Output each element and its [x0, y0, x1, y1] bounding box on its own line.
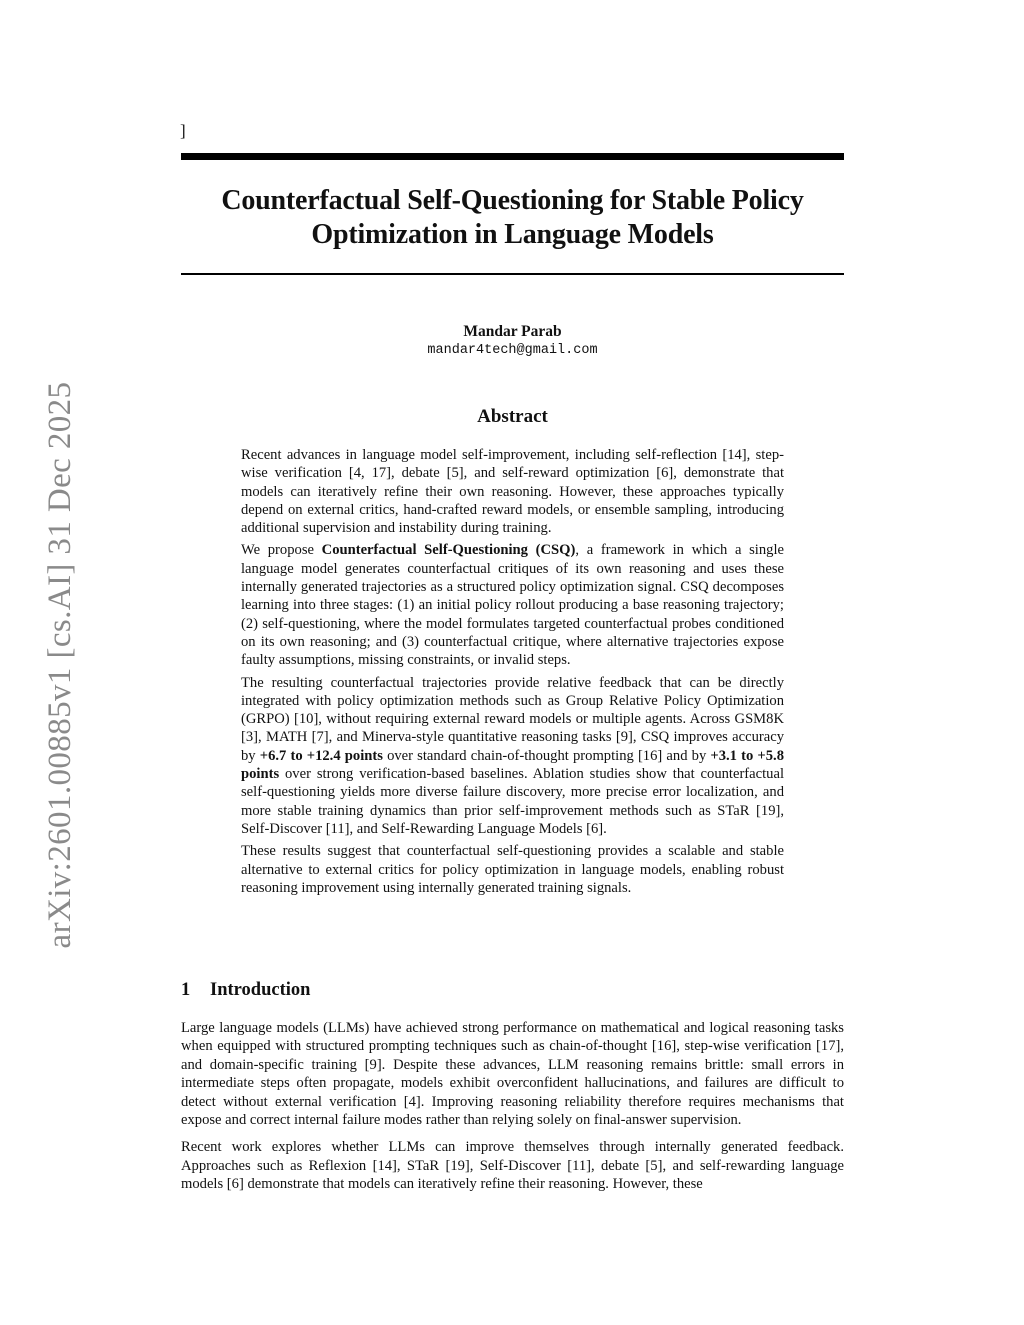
intro-paragraph-1: Large language models (LLMs) have achieved strong performance on mathematical and logical reasoning tasks when equipped with structured prompting techniques such as chain-of-thought [16], step-wise verification [17], and domain-specific training [9]. Despite these advances, LLM reasoning remains brittle: small errors in intermediate steps often propagate, models exhibit overconfident hallucinations, and failures are difficult to detect without external verification [4]. Improving reasoning reliability therefore requires mechanisms that expose and correct internal failure modes rather than relying solely on final-answer supervision. [181, 1020, 844, 1129]
author-name: Mandar Parab [463, 323, 562, 340]
section-title: Introduction [210, 980, 311, 1000]
abstract-paragraph-3 [241, 674, 784, 839]
section-number: 1 [181, 980, 191, 1000]
abstract-p2-text: We propose [241, 542, 322, 559]
abstract-paragraph-4: These results suggest that counterfactual self-questioning provides a scalable and stable alternative to external critics for policy optimization in language models, enabling robust reasoning improvement using internally generated training signals. [241, 843, 784, 896]
corner-mark: ] [180, 121, 186, 140]
title-bottom-rule [181, 273, 844, 275]
abstract-paragraph-2 [241, 541, 784, 669]
abstract-p2-text: , a framework in which a single language model generates counterfactual critiques of its own reasoning and uses these internally generated trajectories as a structured policy optimization signal. CSQ decomposes learning into three stages: (1) an initial policy rollout producing a base reasoning trajectory; (2) self-questioning, where the model formulates targeted counterfactual probes conditioned on its own reasoning; and (3) counterfactual critique, where alternative trajectories expose faulty assumptions, missing constraints, or invalid steps. [241, 542, 784, 669]
author-email: mandar4tech@gmail.com [427, 343, 598, 358]
abstract-heading: Abstract [477, 406, 548, 427]
csq-bold-term: Counterfactual Self-Questioning (CSQ) [321, 542, 576, 559]
introduction-body [181, 1019, 844, 1203]
top-rule [181, 153, 844, 160]
title-line-1: Counterfactual Self-Questioning for Stable Policy [221, 185, 804, 216]
abstract-body [241, 446, 784, 901]
abstract-paragraph-1: Recent advances in language model self-improvement, including self-reflection [14], step-wise verification [4, 17], debate [5], and self-reward optimization [6], demonstrate that models can iteratively refine their own reasoning. However, these approaches typically depend on external critics, hand-crafted reward models, or ensemble sampling, introducing additional supervision and instability during training. [241, 447, 784, 537]
arxiv-identifier: arXiv:2601.00885v1 [cs.AI] 31 Dec 2025 [42, 381, 78, 949]
abstract-p3-text: The resulting counterfactual trajectories provide relative feedback that can be directly integrated with policy optimization methods such as Group Relative Policy Optimization (GRPO) [10], without requiring external reward models or multiple agents. Across GSM8K [3], MATH [7], and Minerva-style quantitative reasoning tasks [9], CSQ improves accuracy by [241, 674, 784, 764]
author-block [181, 322, 844, 360]
result-bold-1: +6.7 to +12.4 points [259, 747, 383, 764]
title-line-2: Optimization in Language Models [311, 219, 714, 250]
paper-title [181, 184, 844, 252]
result-bold-2: +3.1 to +5.8 points [241, 747, 784, 783]
intro-paragraph-2: Recent work explores whether LLMs can improve themselves through internally generated feedback. Approaches such as Reflexion [14], STaR [19], Self-Discover [11], debate [5], and self-rewarding language models [6] demonstrate that models can iteratively refine their reasoning. However, these [181, 1139, 844, 1193]
abstract-p3-text: over strong verification-based baselines. Ablation studies show that counterfactual self-questioning yields more diverse failure discovery, more precise error localization, and more stable training dynamics than prior self-improvement methods such as STaR [19], Self-Discover [11], and Self-Rewarding Language Models [6]. [241, 766, 784, 837]
section-heading-introduction [181, 979, 310, 1001]
abstract-p3-text: over standard chain-of-thought prompting [16] and by [382, 747, 711, 764]
